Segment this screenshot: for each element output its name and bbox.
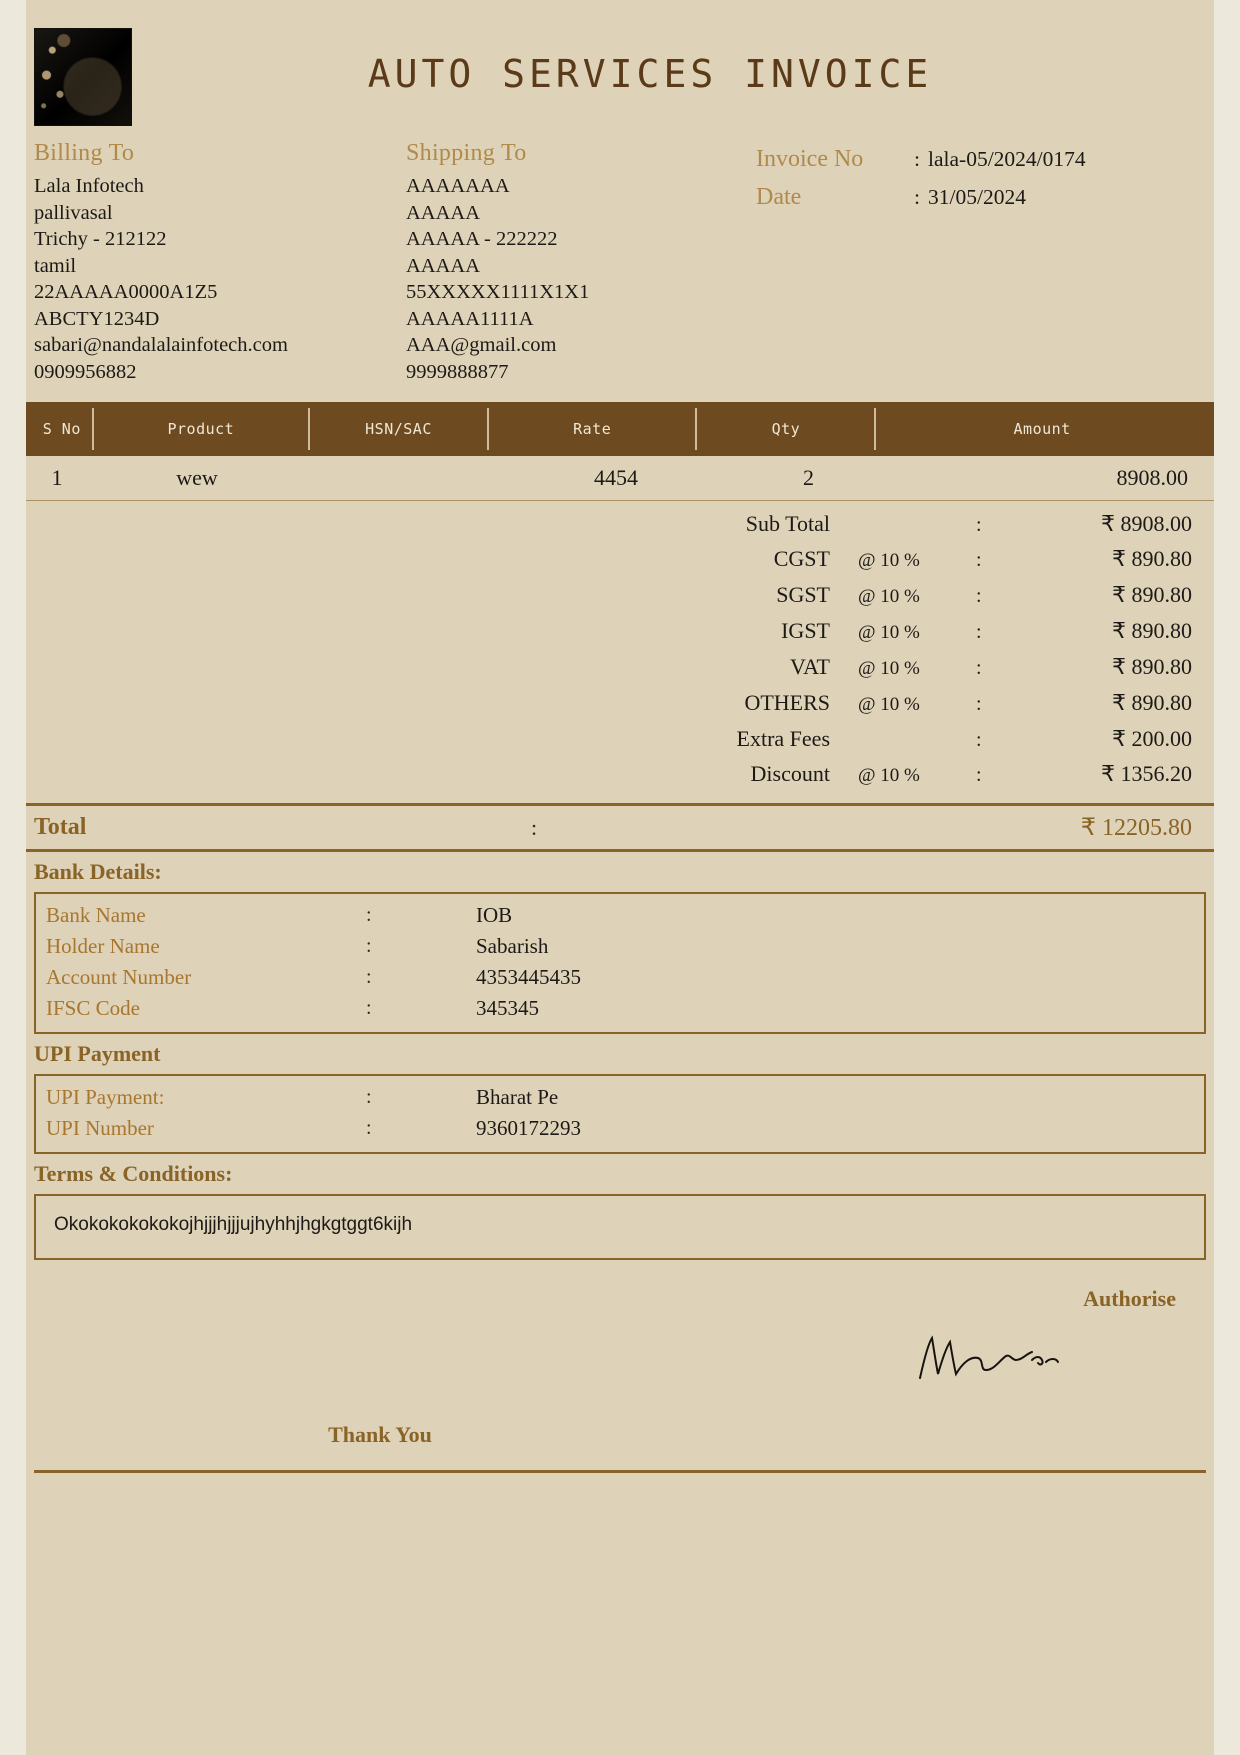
- terms-heading: Terms & Conditions:: [34, 1161, 233, 1186]
- totals-rate: @ 10 %: [858, 658, 920, 679]
- totals-rate: @ 10 %: [858, 765, 920, 786]
- totals-amount: ₹ 200.00: [1112, 726, 1192, 751]
- bank-value: 345345: [476, 996, 539, 1020]
- bank-colon: :: [366, 966, 372, 988]
- totals-row-sgst: [26, 578, 1214, 614]
- bank-colon: :: [366, 904, 372, 926]
- shipping-heading: Shipping To: [406, 140, 527, 166]
- upi-payment-box: [34, 1074, 1206, 1154]
- totals-row-subtotal: [26, 507, 1214, 542]
- invoice-meta-block: [756, 140, 1206, 216]
- bank-row-account-number: [36, 962, 1204, 993]
- bank-label: Account Number: [46, 965, 192, 989]
- totals-colon: :: [976, 585, 982, 607]
- totals-rate: @ 10 %: [858, 550, 920, 571]
- column-header-amount: Amount: [876, 408, 1208, 450]
- invoice-header: [26, 0, 1214, 140]
- shipping-block: [406, 140, 746, 385]
- items-table: [26, 402, 1214, 501]
- invoice-date-row: [756, 178, 1206, 216]
- terms-text: Okokokokokokojhjjjhjjjujhyhhjhgkgtggt6kijh: [34, 1194, 1206, 1260]
- totals-colon: :: [976, 729, 982, 751]
- upi-payment-heading: UPI Payment: [34, 1041, 161, 1066]
- column-header-sno: S No: [32, 408, 94, 450]
- upi-colon: :: [366, 1086, 372, 1108]
- totals-rate: @ 10 %: [858, 694, 920, 715]
- billing-heading: Billing To: [34, 140, 135, 166]
- totals-amount: ₹ 890.80: [1112, 654, 1192, 679]
- totals-row-discount: [26, 757, 1214, 793]
- footer-divider: [34, 1470, 1206, 1473]
- grand-total-label: Total: [34, 814, 87, 840]
- totals-colon: :: [976, 764, 982, 786]
- totals-label: CGST: [773, 546, 830, 571]
- totals-row-extra-fees: [26, 722, 1214, 757]
- totals-label: IGST: [781, 618, 830, 643]
- shipping-phone: 9999888877: [406, 360, 509, 383]
- parties-section: [26, 140, 1214, 402]
- upi-label: UPI Payment:: [46, 1085, 165, 1109]
- billing-line: Trichy - 212122: [34, 228, 167, 250]
- totals-row-vat: [26, 650, 1214, 686]
- invoice-date-colon: :: [914, 185, 920, 209]
- invoice-date-label: Date: [756, 184, 802, 210]
- totals-amount: ₹ 890.80: [1112, 618, 1192, 643]
- cell-rate: 4454: [594, 465, 638, 490]
- totals-colon: :: [976, 621, 982, 643]
- totals-colon: :: [976, 549, 982, 571]
- invoice-number-row: [756, 140, 1206, 178]
- totals-rate: @ 10 %: [858, 586, 920, 607]
- column-header-product: Product: [94, 408, 311, 450]
- billing-line: Lala Infotech: [34, 175, 144, 197]
- totals-colon: :: [976, 657, 982, 679]
- invoice-number-colon: :: [914, 147, 920, 171]
- page-title: AUTO SERVICES INVOICE: [367, 52, 933, 96]
- bank-row-holder-name: [36, 931, 1204, 962]
- totals-amount: ₹ 1356.20: [1101, 761, 1192, 786]
- bank-colon: :: [366, 997, 372, 1019]
- handwritten-signature: [914, 1330, 1064, 1388]
- shipping-line: AAAAA: [406, 201, 481, 224]
- totals-rate: @ 10 %: [858, 622, 920, 643]
- bank-details-box: [34, 892, 1206, 1034]
- invoice-number-label: Invoice No: [756, 146, 864, 172]
- totals-amount: ₹ 890.80: [1112, 546, 1192, 571]
- bank-label: IFSC Code: [46, 996, 140, 1020]
- cell-amount: 8908.00: [1116, 465, 1188, 490]
- grand-total-amount: ₹ 12205.80: [1080, 815, 1192, 841]
- cell-hsn: [306, 456, 486, 500]
- shipping-line: AAAAA: [406, 254, 481, 277]
- totals-amount: ₹ 890.80: [1112, 690, 1192, 715]
- billing-line: ABCTY1234D: [34, 307, 160, 330]
- totals-label: Extra Fees: [736, 726, 830, 751]
- grand-total-row: [26, 803, 1214, 852]
- grand-total-colon: :: [530, 814, 538, 840]
- upi-label: UPI Number: [46, 1116, 154, 1140]
- billing-email: sabari@nandalalainfotech.com: [34, 334, 288, 356]
- billing-phone: 0909956882: [34, 360, 137, 383]
- totals-label: Discount: [750, 761, 830, 786]
- billing-line: pallivasal: [34, 201, 113, 224]
- billing-line: 22AAAAA0000A1Z5: [34, 281, 218, 303]
- totals-amount: ₹ 890.80: [1112, 582, 1192, 607]
- shipping-line: AAAAAAA: [406, 175, 510, 197]
- bank-label: Holder Name: [46, 934, 160, 958]
- bank-row-bank-name: [36, 900, 1204, 931]
- totals-colon: :: [976, 693, 982, 715]
- totals-row-igst: [26, 614, 1214, 650]
- upi-value: Bharat Pe: [476, 1085, 559, 1109]
- shipping-email: AAA@gmail.com: [406, 334, 557, 356]
- cell-product: wew: [176, 465, 218, 490]
- cell-sno: 1: [51, 465, 63, 490]
- billing-block: [34, 140, 404, 385]
- table-row: [26, 456, 1214, 501]
- invoice-date-value: 31/05/2024: [928, 185, 1026, 209]
- bank-label: Bank Name: [46, 903, 146, 927]
- totals-label: OTHERS: [744, 690, 830, 715]
- shipping-line: AAAAA - 222222: [406, 228, 558, 250]
- totals-row-others: [26, 686, 1214, 722]
- upi-colon: :: [366, 1117, 372, 1139]
- bank-details-heading: Bank Details:: [34, 859, 162, 884]
- bank-value: IOB: [476, 903, 513, 927]
- upi-value: 9360172293: [476, 1116, 581, 1140]
- thank-you-label: Thank You: [328, 1422, 432, 1447]
- table-header: [26, 402, 1214, 456]
- shipping-line: AAAAA1111A: [406, 307, 534, 330]
- cell-qty: 2: [803, 465, 814, 490]
- upi-row-provider: [36, 1082, 1204, 1113]
- totals-amount: ₹ 8908.00: [1101, 511, 1192, 536]
- totals-label: SGST: [776, 582, 830, 607]
- shipping-line: 55XXXXX1111X1X1: [406, 281, 590, 303]
- bank-colon: :: [366, 935, 372, 957]
- bank-value: 4353445435: [476, 965, 581, 989]
- upi-row-number: [36, 1113, 1204, 1144]
- billing-line: tamil: [34, 254, 77, 277]
- column-header-hsn: HSN/SAC: [310, 408, 489, 450]
- page-margin-right: [1214, 0, 1240, 1755]
- totals-label: VAT: [790, 654, 830, 679]
- authorise-label: Authorise: [1083, 1286, 1176, 1311]
- totals-section: [26, 501, 1214, 852]
- invoice-number-value: lala-05/2024/0174: [928, 147, 1086, 171]
- page-margin-left: [0, 0, 26, 1755]
- totals-colon: :: [976, 514, 982, 536]
- bank-value: Sabarish: [476, 934, 549, 958]
- column-header-qty: Qty: [697, 408, 876, 450]
- totals-row-cgst: [26, 542, 1214, 578]
- signature-area: [26, 1312, 1214, 1404]
- totals-label: Sub Total: [745, 511, 830, 536]
- bank-row-ifsc-code: [36, 993, 1204, 1024]
- column-header-rate: Rate: [489, 408, 698, 450]
